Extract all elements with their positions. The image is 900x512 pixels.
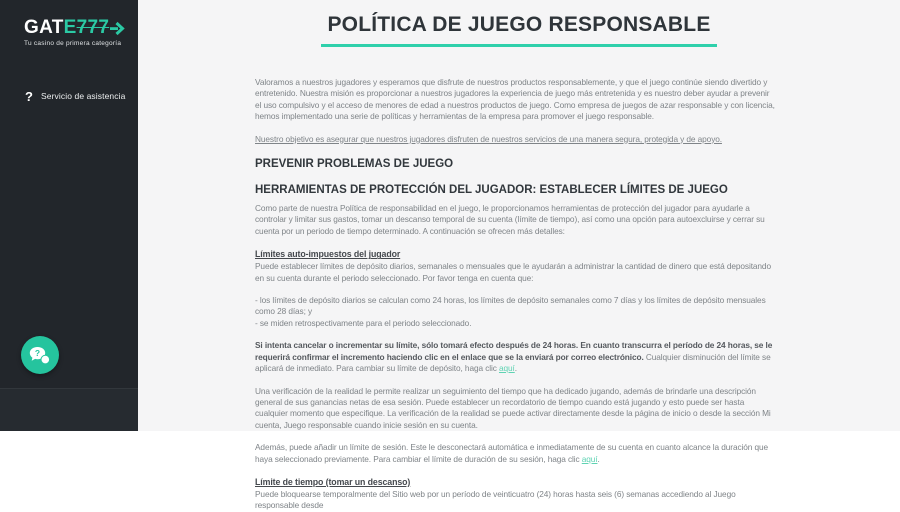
brand-logo[interactable] (24, 18, 125, 47)
reality-check-paragraph: Una verificación de la realidad le permite realizar un seguimiento del tiempo que ha dedicado jugando, además de brindarle una descripción general de sus ganancias netas de esa sesión. Puede establecer un recordatorio de tiempo cuando está jugando y esto puede ser hasta cualquier momento que especifique. La verificación de la realidad se puede activar directamente desde la página de inicio o desde la sección Mi cuenta, Juego responsable cuando inicie sesión en su cuenta. (255, 385, 771, 430)
page-title: POLÍTICA DE JUEGO RESPONSABLE (327, 13, 711, 36)
sidebar-item-label: Servicio de asistencia (41, 91, 126, 101)
session-limit-paragraph (255, 442, 775, 465)
bullet-retrospective: - se miden retrospectivamente para el periodo seleccionado. (255, 317, 472, 328)
page-header (138, 13, 900, 47)
limit-change-paragraph (255, 340, 775, 374)
intro-paragraph: Valoramos a nuestros jugadores y esperamos que disfrute de nuestros productos responsablemente, y que el juego continúe siendo divertido y entretenido. Nuestra misión es proporcionar a nuestros jugadores la experiencia de juego más entretenida y es nuestro deber ayudar a prevenir el uso compulsivo y el acceso de menores de edad a nuestros productos de juego. Como empresa de juegos de azar responsable y con licencia, hemos implementado una serie de políticas y herramientas de la empresa para promover el juego responsable. (255, 77, 775, 122)
subheading-self-imposed-limits: Límites auto-impuestos del jugador (255, 249, 401, 260)
limits-intro-paragraph: Puede establecer límites de depósito diarios, semanales o mensuales que le ayudarán a administrar la cantidad de dinero que está depositando en su cuenta durante el periodo seleccionado. Por favor tenga en cuenta que: (255, 261, 771, 283)
limit-change-bold-text: Si intenta cancelar o incrementar su límite, sólo tomará efecto después de 24 horas. En cuanto transcurra el período de 24 horas, se le requerirá confirmar el incremento haciendo clic en el enlace que se la enviará por correo electrónico. (255, 340, 773, 362)
limit-change-normal-text: Cualquier disminución del límite se aplicará de inmediato. Para cambiar su límite de depósito, haga clic (255, 351, 771, 374)
objective-paragraph: Nuestro objetivo es asegurar que nuestros jugadores disfruten de nuestros servicios de una manera segura, protegida y de apoyo. (255, 133, 722, 144)
session-limit-text: Además, puede añadir un límite de sesión. Este le desconectará automática e inmediatamente de su cuenta en cuanto alcance la duración que haya seleccionado previamente. Para cambiar el límite de duración de su sesión, haga clic (255, 442, 769, 464)
section-heading-prevent: PREVENIR PROBLEMAS DE JUEGO (255, 158, 454, 171)
logo-arrow-icon (110, 22, 125, 35)
logo-text-777: 777 (76, 17, 110, 38)
session-limit-link[interactable]: aquí (581, 453, 598, 464)
question-mark-icon: ? (25, 88, 33, 104)
policy-text (255, 77, 775, 512)
sidebar-item-assistance[interactable] (0, 86, 138, 106)
subheading-time-limit: Límite de tiempo (tomar un descanso) (255, 476, 411, 487)
title-underline (321, 44, 717, 47)
brand-tagline: Tu casino de primera categoría (24, 40, 122, 47)
deposit-limit-link[interactable]: aquí (498, 363, 515, 374)
sidebar-footer-area (0, 389, 138, 431)
brand-logo-text (24, 18, 125, 38)
logo-text-gat: GAT (24, 17, 64, 38)
session-limit-period: . (597, 453, 600, 464)
time-limit-paragraph: Puede bloquearse temporalmente del Sitio web por un período de veinticuatro (24) horas hasta seis (6) semanas accediendo al Juego responsable desde (255, 488, 736, 511)
bullet-deposit-periods: - los límites de depósito diarios se calculan como 24 horas, los límites de depósito semanales como 7 días y los límites de depósito mensuales como 28 días; y (255, 295, 766, 317)
limit-change-period: . (514, 363, 517, 374)
chat-bubbles-icon (29, 346, 51, 365)
tools-intro-paragraph: Como parte de nuestra Política de responsabilidad en el juego, le proporcionamos herramientas de protección del jugador para ayudarle a controlar y limitar sus gastos, tomar un descanso temporal de su cuenta (límite de tiempo), así como una opción para autoexcluirse y cerrar su cuenta por un periodo de tiempo determinado. A continuación se ofrecen más detalles: (255, 203, 765, 236)
logo-text-e: E (63, 17, 77, 38)
sidebar (0, 0, 138, 431)
main-content (138, 0, 900, 511)
section-heading-tools: HERRAMIENTAS DE PROTECCIÓN DEL JUGADOR: ESTABLECER LÍMITES DE JUEGO (255, 184, 728, 197)
live-chat-button[interactable] (21, 336, 59, 374)
svg-text:?: ? (34, 347, 41, 358)
